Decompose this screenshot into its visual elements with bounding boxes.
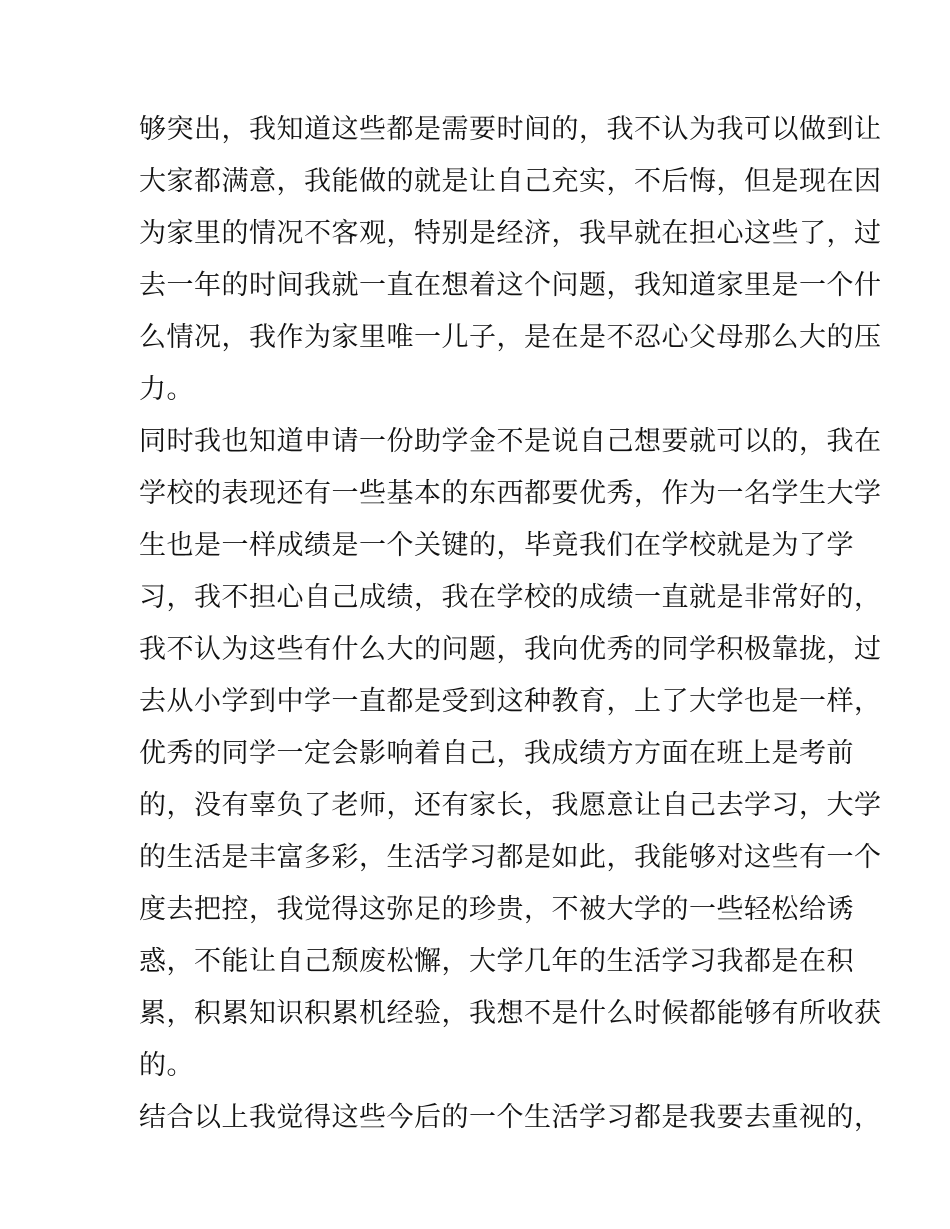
text-line: 习，我不担心自己成绩，我在学校的成绩一直就是非常好的， — [139, 582, 882, 613]
text-line: 去一年的时间我就一直在想着这个问题，我知道家里是一个什 — [139, 270, 882, 301]
text-line: 学校的表现还有一些基本的东西都要优秀，作为一名学生大学 — [139, 478, 882, 509]
text-line: 么情况，我作为家里唯一儿子，是在是不忍心父母那么大的压 — [139, 322, 882, 353]
text-line: 优秀的同学一定会影响着自己，我成绩方方面在班上是考前 — [139, 738, 854, 769]
text-line: 的。 — [139, 1050, 194, 1081]
text-line: 惑，不能让自己颓废松懈，大学几年的生活学习我都是在积 — [139, 946, 854, 977]
text-line: 我不认为这些有什么大的问题，我向优秀的同学积极靠拢，过 — [139, 634, 882, 665]
text-line: 度去把控，我觉得这弥足的珍贵，不被大学的一些轻松给诱 — [139, 894, 854, 925]
text-line: 同时我也知道申请一份助学金不是说自己想要就可以的，我在 — [139, 426, 882, 457]
text-line: 去从小学到中学一直都是受到这种教育，上了大学也是一样， — [139, 686, 882, 717]
text-line: 的，没有辜负了老师，还有家长，我愿意让自己去学习，大学 — [139, 790, 882, 821]
text-line: 够突出，我知道这些都是需要时间的，我不认为我可以做到让 — [139, 114, 882, 145]
text-line: 的生活是丰富多彩，生活学习都是如此，我能够对这些有一个 — [139, 842, 882, 873]
body-text — [139, 104, 882, 1144]
text-line: 力。 — [139, 374, 194, 405]
text-line: 累，积累知识积累机经验，我想不是什么时候都能够有所收获 — [139, 998, 882, 1029]
text-line: 生也是一样成绩是一个关键的，毕竟我们在学校就是为了学 — [139, 530, 854, 561]
text-line: 为家里的情况不客观，特别是经济，我早就在担心这些了，过 — [139, 218, 882, 249]
text-line: 大家都满意，我能做的就是让自己充实，不后悔，但是现在因 — [139, 166, 882, 197]
text-line: 结合以上我觉得这些今后的一个生活学习都是我要去重视的， — [139, 1102, 882, 1133]
